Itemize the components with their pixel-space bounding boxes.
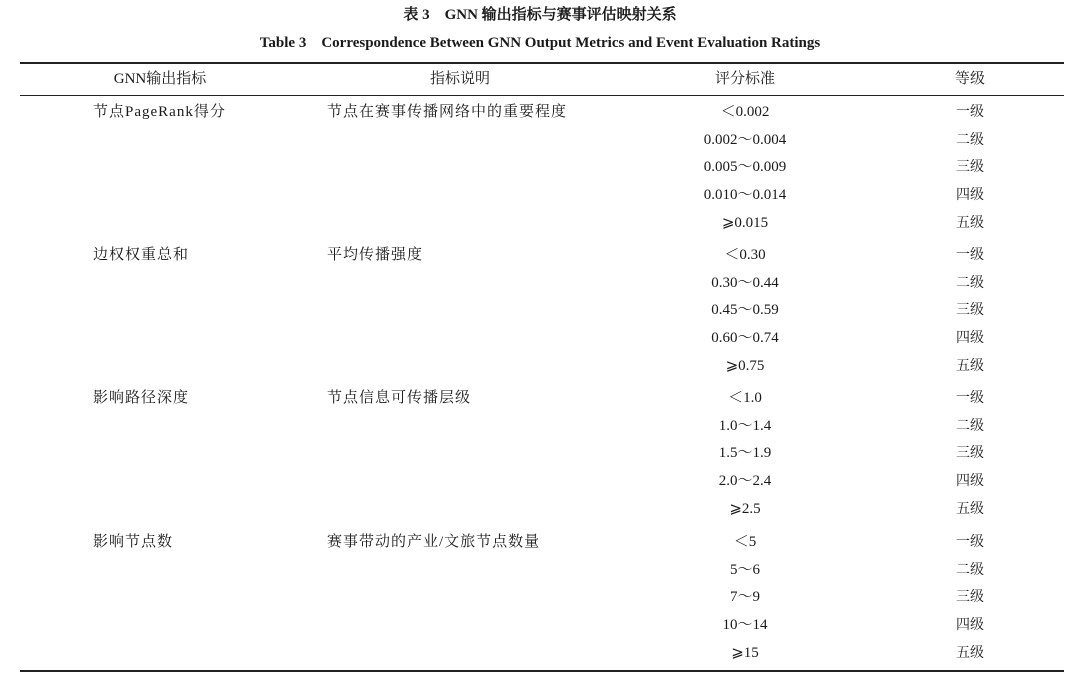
- table-row-group: [0, 385, 1080, 525]
- metric-description: 节点信息可传播层级: [327, 390, 472, 406]
- table-bottom-rule: [20, 670, 1064, 672]
- metric-name: 边权权重总和: [93, 247, 190, 263]
- table-row-group: [0, 529, 1080, 669]
- table-header-rule: [20, 95, 1064, 96]
- table-title-english: Table 3 Correspondence Between GNN Output Metrics and Event Evaluation Ratings: [259, 35, 821, 51]
- level-label: 二级: [956, 563, 984, 578]
- level-label: 三级: [956, 303, 984, 318]
- score-range: ⩾0.015: [721, 215, 769, 231]
- table-row-group: [0, 99, 1080, 239]
- level-label: 一级: [956, 391, 984, 406]
- level-label: 一级: [956, 535, 984, 550]
- score-range: 0.010～0.014: [703, 187, 787, 203]
- metric-name: 影响节点数: [93, 534, 174, 550]
- metric-description: 平均传播强度: [327, 247, 424, 263]
- column-header-metric: GNN输出指标: [113, 71, 207, 87]
- column-header-level: 等级: [954, 71, 985, 87]
- score-range: 0.002～0.004: [703, 132, 787, 148]
- column-header-score-standard: 评分标准: [714, 71, 775, 87]
- table-top-rule: [20, 62, 1064, 64]
- level-label: 四级: [956, 331, 984, 346]
- score-range: 1.0～1.4: [718, 418, 772, 434]
- score-range: ＜0.002: [720, 104, 770, 120]
- table-row-group: [0, 242, 1080, 382]
- score-range: ⩾0.75: [725, 358, 765, 374]
- metric-description: 节点在赛事传播网络中的重要程度: [327, 104, 568, 120]
- level-label: 五级: [956, 216, 984, 231]
- level-label: 三级: [956, 590, 984, 605]
- score-range: 2.0～2.4: [718, 473, 772, 489]
- level-label: 五级: [956, 359, 984, 374]
- level-label: 一级: [956, 105, 984, 120]
- score-range: ＜0.30: [724, 247, 766, 263]
- score-range: 10～14: [722, 617, 768, 633]
- level-label: 四级: [956, 474, 984, 489]
- level-label: 二级: [956, 276, 984, 291]
- metric-name: 节点PageRank得分: [93, 104, 226, 120]
- level-label: 三级: [956, 446, 984, 461]
- score-range: 1.5～1.9: [718, 445, 772, 461]
- score-range: ＜5: [733, 534, 757, 550]
- table-title-chinese: 表 3 GNN 输出指标与赛事评估映射关系: [403, 7, 677, 23]
- score-range: ⩾2.5: [729, 501, 761, 517]
- level-label: 一级: [956, 248, 984, 263]
- level-label: 五级: [956, 502, 984, 517]
- score-range: 0.60～0.74: [711, 330, 779, 346]
- level-label: 四级: [956, 618, 984, 633]
- score-range: 0.005～0.009: [703, 159, 787, 175]
- score-range: ＜1.0: [728, 390, 762, 406]
- column-header-description: 指标说明: [429, 71, 490, 87]
- score-range: 5～6: [729, 562, 760, 578]
- level-label: 四级: [956, 188, 984, 203]
- score-range: 0.30～0.44: [711, 275, 779, 291]
- score-range: 0.45～0.59: [711, 302, 779, 318]
- level-label: 二级: [956, 419, 984, 434]
- level-label: 五级: [956, 646, 984, 661]
- level-label: 二级: [956, 133, 984, 148]
- level-label: 三级: [956, 160, 984, 175]
- score-range: 7～9: [729, 589, 760, 605]
- metric-description: 赛事带动的产业/文旅节点数量: [327, 534, 541, 550]
- score-range: ⩾15: [731, 645, 759, 661]
- metric-name: 影响路径深度: [93, 390, 190, 406]
